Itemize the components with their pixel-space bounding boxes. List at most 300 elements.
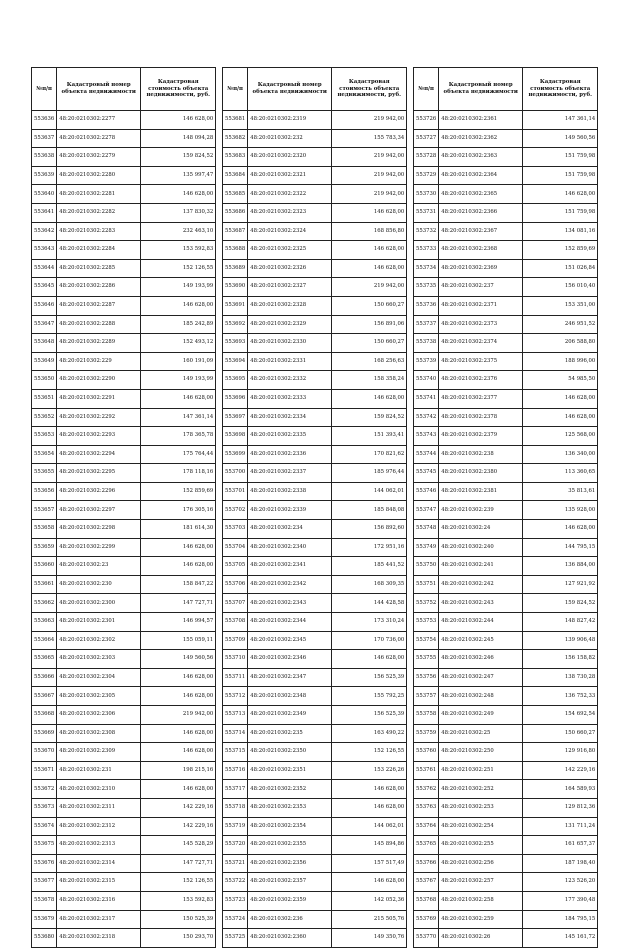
cadastral-number: 48:20:0210302:250 xyxy=(439,743,523,762)
cadastral-number: 48:20:0210302:242 xyxy=(439,575,523,594)
cadastral-cost: 131 711,24 xyxy=(523,817,598,836)
cadastral-cost: 150 660,27 xyxy=(523,724,598,743)
row-number: 553681 xyxy=(223,111,248,130)
row-number: 553732 xyxy=(414,222,439,241)
cadastral-cost: 178 365,78 xyxy=(141,427,216,446)
row-number: 553660 xyxy=(32,557,57,576)
cadastral-cost: 157 517,49 xyxy=(332,854,407,873)
cadastral-number: 48:20:0210302:2320 xyxy=(248,148,332,167)
table-row xyxy=(32,389,216,408)
row-number: 553699 xyxy=(223,445,248,464)
table-row xyxy=(32,873,216,892)
table-row xyxy=(414,761,598,780)
table-row xyxy=(223,129,407,148)
cadastral-number: 48:20:0210302:2292 xyxy=(57,408,141,427)
row-number: 553682 xyxy=(223,129,248,148)
table-row xyxy=(414,203,598,222)
row-number: 553764 xyxy=(414,817,439,836)
row-number: 553767 xyxy=(414,873,439,892)
table-row xyxy=(414,557,598,576)
row-number: 553754 xyxy=(414,631,439,650)
cadastral-cost: 144 795,15 xyxy=(523,538,598,557)
cadastral-number: 48:20:0210302:2315 xyxy=(57,873,141,892)
row-number: 553768 xyxy=(414,891,439,910)
cadastral-cost: 163 490,22 xyxy=(332,724,407,743)
cadastral-cost: 161 657,37 xyxy=(523,836,598,855)
row-number: 553762 xyxy=(414,780,439,799)
table-row xyxy=(32,259,216,278)
header-cadastral-number: Кадастровый номер объекта недвижимости xyxy=(248,68,332,111)
table-row xyxy=(32,482,216,501)
cadastral-cost: 184 795,15 xyxy=(523,910,598,929)
cadastral-number: 48:20:0210302:2339 xyxy=(248,501,332,520)
cadastral-cost: 153 226,26 xyxy=(332,761,407,780)
cadastral-number: 48:20:0210302:229 xyxy=(57,352,141,371)
table-row xyxy=(414,743,598,762)
cadastral-cost: 129 812,36 xyxy=(523,798,598,817)
cadastral-cost: 149 350,76 xyxy=(332,929,407,948)
cadastral-cost: 155 783,34 xyxy=(332,129,407,148)
cadastral-number: 48:20:0210302:2323 xyxy=(248,203,332,222)
table-row xyxy=(414,520,598,539)
cadastral-cost: 159 824,52 xyxy=(141,148,216,167)
table-row xyxy=(32,408,216,427)
row-number: 553700 xyxy=(223,464,248,483)
cadastral-number: 48:20:0210302:2316 xyxy=(57,891,141,910)
table-row xyxy=(414,464,598,483)
cadastral-number: 48:20:0210302:2364 xyxy=(439,166,523,185)
table-row xyxy=(32,111,216,130)
row-number: 553716 xyxy=(223,761,248,780)
cadastral-number: 48:20:0210302:2297 xyxy=(57,501,141,520)
table-row xyxy=(223,613,407,632)
table-row xyxy=(223,408,407,427)
table-row xyxy=(223,929,407,948)
table-row xyxy=(32,538,216,557)
row-number: 553674 xyxy=(32,817,57,836)
row-number: 553677 xyxy=(32,873,57,892)
row-number: 553646 xyxy=(32,296,57,315)
table-row xyxy=(414,817,598,836)
cadastral-cost: 152 493,12 xyxy=(141,334,216,353)
cadastral-cost: 144 062,01 xyxy=(332,482,407,501)
cadastral-number: 48:20:0210302:236 xyxy=(248,910,332,929)
table-row xyxy=(223,724,407,743)
table-row xyxy=(32,929,216,948)
row-number: 553743 xyxy=(414,427,439,446)
cadastral-cost: 156 525,39 xyxy=(332,668,407,687)
row-number: 553718 xyxy=(223,798,248,817)
table-row xyxy=(414,873,598,892)
register-table-2 xyxy=(222,67,407,948)
table-row xyxy=(414,482,598,501)
table-row xyxy=(32,557,216,576)
cadastral-cost: 185 848,08 xyxy=(332,501,407,520)
cadastral-cost: 168 256,63 xyxy=(332,352,407,371)
cadastral-cost: 175 764,44 xyxy=(141,445,216,464)
cadastral-number: 48:20:0210302:2289 xyxy=(57,334,141,353)
header-cadastral-cost: Кадастровая стоимость объекта недвижимости, руб. xyxy=(332,68,407,111)
table-row xyxy=(32,724,216,743)
cadastral-cost: 146 628,00 xyxy=(141,557,216,576)
cadastral-number: 48:20:0210302:2301 xyxy=(57,613,141,632)
cadastral-cost: 147 727,71 xyxy=(141,594,216,613)
table-row xyxy=(32,687,216,706)
row-number: 553735 xyxy=(414,278,439,297)
cadastral-cost: 156 891,06 xyxy=(332,315,407,334)
row-number: 553693 xyxy=(223,334,248,353)
cadastral-cost: 142 229,16 xyxy=(141,817,216,836)
cadastral-number: 48:20:0210302:2349 xyxy=(248,706,332,725)
table-row xyxy=(223,520,407,539)
cadastral-number: 48:20:0210302:2362 xyxy=(439,129,523,148)
row-number: 553748 xyxy=(414,520,439,539)
cadastral-number: 48:20:0210302:234 xyxy=(248,520,332,539)
header-cadastral-cost: Кадастровая стоимость объекта недвижимости, руб. xyxy=(141,68,216,111)
cadastral-number: 48:20:0210302:2313 xyxy=(57,836,141,855)
table-row xyxy=(32,594,216,613)
cadastral-number: 48:20:0210302:2321 xyxy=(248,166,332,185)
cadastral-cost: 151 759,98 xyxy=(523,203,598,222)
cadastral-number: 48:20:0210302:2311 xyxy=(57,798,141,817)
row-number: 553662 xyxy=(32,594,57,613)
row-number: 553756 xyxy=(414,668,439,687)
cadastral-cost: 160 191,09 xyxy=(141,352,216,371)
cadastral-number: 48:20:0210302:2344 xyxy=(248,613,332,632)
row-number: 553636 xyxy=(32,111,57,130)
row-number: 553730 xyxy=(414,185,439,204)
row-number: 553647 xyxy=(32,315,57,334)
table-row xyxy=(414,334,598,353)
table-row xyxy=(32,296,216,315)
cadastral-number: 48:20:0210302:238 xyxy=(439,445,523,464)
table-row xyxy=(223,743,407,762)
table-row xyxy=(223,427,407,446)
table-row xyxy=(414,501,598,520)
cadastral-cost: 146 628,00 xyxy=(332,650,407,669)
row-number: 553638 xyxy=(32,148,57,167)
cadastral-cost: 147 361,14 xyxy=(141,408,216,427)
row-number: 553769 xyxy=(414,910,439,929)
cadastral-cost: 146 994,57 xyxy=(141,613,216,632)
table-row xyxy=(414,575,598,594)
cadastral-cost: 158 358,24 xyxy=(332,371,407,390)
table-row xyxy=(32,854,216,873)
cadastral-number: 48:20:0210302:259 xyxy=(439,910,523,929)
table-row xyxy=(223,315,407,334)
table-row xyxy=(32,613,216,632)
table-row xyxy=(414,427,598,446)
table-row xyxy=(223,687,407,706)
row-number: 553704 xyxy=(223,538,248,557)
table-row xyxy=(223,910,407,929)
cadastral-number: 48:20:0210302:2329 xyxy=(248,315,332,334)
row-number: 553664 xyxy=(32,631,57,650)
table-row xyxy=(414,352,598,371)
table-row xyxy=(414,836,598,855)
cadastral-number: 48:20:0210302:249 xyxy=(439,706,523,725)
row-number: 553697 xyxy=(223,408,248,427)
cadastral-cost: 219 942,00 xyxy=(141,706,216,725)
cadastral-number: 48:20:0210302:2305 xyxy=(57,687,141,706)
row-number: 553686 xyxy=(223,203,248,222)
row-number: 553715 xyxy=(223,743,248,762)
row-number: 553723 xyxy=(223,891,248,910)
table-row xyxy=(32,334,216,353)
cadastral-number: 48:20:0210302:2308 xyxy=(57,724,141,743)
cadastral-cost: 146 628,00 xyxy=(332,259,407,278)
row-number: 553675 xyxy=(32,836,57,855)
cadastral-cost: 170 736,00 xyxy=(332,631,407,650)
cadastral-cost: 148 827,42 xyxy=(523,613,598,632)
cadastral-number: 48:20:0210302:2357 xyxy=(248,873,332,892)
cadastral-cost: 146 628,00 xyxy=(523,520,598,539)
table-row xyxy=(414,687,598,706)
cadastral-cost: 153 592,83 xyxy=(141,241,216,260)
table-row xyxy=(32,166,216,185)
row-number: 553721 xyxy=(223,854,248,873)
cadastral-cost: 149 560,56 xyxy=(523,129,598,148)
row-number: 553650 xyxy=(32,371,57,390)
table-row xyxy=(414,854,598,873)
table-row xyxy=(32,241,216,260)
row-number: 553643 xyxy=(32,241,57,260)
table-row xyxy=(32,352,216,371)
cadastral-cost: 151 026,84 xyxy=(523,259,598,278)
cadastral-number: 48:20:0210302:2375 xyxy=(439,352,523,371)
cadastral-number: 48:20:0210302:2341 xyxy=(248,557,332,576)
cadastral-number: 48:20:0210302:2363 xyxy=(439,148,523,167)
row-number: 553679 xyxy=(32,910,57,929)
row-number: 553751 xyxy=(414,575,439,594)
row-number: 553698 xyxy=(223,427,248,446)
cadastral-cost: 145 161,72 xyxy=(523,929,598,948)
cadastral-number: 48:20:0210302:2314 xyxy=(57,854,141,873)
row-number: 553725 xyxy=(223,929,248,948)
row-number: 553665 xyxy=(32,650,57,669)
table-row xyxy=(32,501,216,520)
cadastral-number: 48:20:0210302:241 xyxy=(439,557,523,576)
table-row xyxy=(414,408,598,427)
cadastral-number: 48:20:0210302:2286 xyxy=(57,278,141,297)
cadastral-cost: 146 628,00 xyxy=(523,389,598,408)
row-number: 553708 xyxy=(223,613,248,632)
header-cadastral-number: Кадастровый номер объекта недвижимости xyxy=(439,68,523,111)
cadastral-cost: 187 198,40 xyxy=(523,854,598,873)
row-number: 553734 xyxy=(414,259,439,278)
header-cadastral-number: Кадастровый номер объекта недвижимости xyxy=(57,68,141,111)
cadastral-number: 48:20:0210302:2338 xyxy=(248,482,332,501)
table-row xyxy=(414,166,598,185)
cadastral-cost: 137 830,32 xyxy=(141,203,216,222)
cadastral-cost: 173 310,24 xyxy=(332,613,407,632)
cadastral-cost: 146 628,00 xyxy=(141,687,216,706)
table-row xyxy=(223,296,407,315)
table-row xyxy=(414,706,598,725)
cadastral-cost: 152 859,69 xyxy=(523,241,598,260)
cadastral-number: 48:20:0210302:2302 xyxy=(57,631,141,650)
cadastral-cost: 35 813,61 xyxy=(523,482,598,501)
cadastral-cost: 147 361,14 xyxy=(523,111,598,130)
cadastral-cost: 151 393,41 xyxy=(332,427,407,446)
table-row xyxy=(223,389,407,408)
cadastral-cost: 146 628,00 xyxy=(332,203,407,222)
cadastral-number: 48:20:0210302:2359 xyxy=(248,891,332,910)
cadastral-number: 48:20:0210302:245 xyxy=(439,631,523,650)
cadastral-cost: 151 759,98 xyxy=(523,148,598,167)
cadastral-number: 48:20:0210302:2288 xyxy=(57,315,141,334)
row-number: 553658 xyxy=(32,520,57,539)
header-row xyxy=(414,68,598,111)
cadastral-number: 48:20:0210302:2350 xyxy=(248,743,332,762)
table-row xyxy=(223,111,407,130)
cadastral-cost: 150 525,39 xyxy=(141,910,216,929)
row-number: 553726 xyxy=(414,111,439,130)
table-row xyxy=(223,668,407,687)
table-row xyxy=(32,706,216,725)
row-number: 553710 xyxy=(223,650,248,669)
row-number: 553763 xyxy=(414,798,439,817)
row-number: 553738 xyxy=(414,334,439,353)
cadastral-cost: 135 997,47 xyxy=(141,166,216,185)
cadastral-cost: 129 916,80 xyxy=(523,743,598,762)
cadastral-number: 48:20:0210302:2343 xyxy=(248,594,332,613)
cadastral-cost: 177 390,48 xyxy=(523,891,598,910)
cadastral-cost: 185 976,44 xyxy=(332,464,407,483)
cadastral-number: 48:20:0210302:2299 xyxy=(57,538,141,557)
cadastral-number: 48:20:0210302:2279 xyxy=(57,148,141,167)
cadastral-cost: 145 528,29 xyxy=(141,836,216,855)
table-row xyxy=(414,148,598,167)
table-row xyxy=(414,185,598,204)
cadastral-number: 48:20:0210302:2335 xyxy=(248,427,332,446)
table-row xyxy=(223,259,407,278)
row-number: 553737 xyxy=(414,315,439,334)
cadastral-number: 48:20:0210302:2371 xyxy=(439,296,523,315)
table-row xyxy=(32,445,216,464)
row-number: 553701 xyxy=(223,482,248,501)
table-row xyxy=(223,538,407,557)
cadastral-number: 48:20:0210302:2296 xyxy=(57,482,141,501)
cadastral-cost: 156 525,39 xyxy=(332,706,407,725)
cadastral-number: 48:20:0210302:239 xyxy=(439,501,523,520)
cadastral-cost: 168 856,80 xyxy=(332,222,407,241)
row-number: 553766 xyxy=(414,854,439,873)
cadastral-number: 48:20:0210302:235 xyxy=(248,724,332,743)
cadastral-number: 48:20:0210302:240 xyxy=(439,538,523,557)
header-cadastral-cost: Кадастровая стоимость объекта недвижимости, руб. xyxy=(523,68,598,111)
cadastral-number: 48:20:0210302:2331 xyxy=(248,352,332,371)
cadastral-cost: 155 059,11 xyxy=(141,631,216,650)
row-number: 553739 xyxy=(414,352,439,371)
cadastral-number: 48:20:0210302:2322 xyxy=(248,185,332,204)
cadastral-number: 48:20:0210302:2373 xyxy=(439,315,523,334)
cadastral-number: 48:20:0210302:2374 xyxy=(439,334,523,353)
table-row xyxy=(414,315,598,334)
row-number: 553744 xyxy=(414,445,439,464)
cadastral-cost: 150 660,27 xyxy=(332,296,407,315)
cadastral-number: 48:20:0210302:2298 xyxy=(57,520,141,539)
cadastral-number: 48:20:0210302:258 xyxy=(439,891,523,910)
cadastral-number: 48:20:0210302:2330 xyxy=(248,334,332,353)
cadastral-cost: 150 293,70 xyxy=(141,929,216,948)
cadastral-cost: 127 921,92 xyxy=(523,575,598,594)
cadastral-number: 48:20:0210302:2324 xyxy=(248,222,332,241)
cadastral-number: 48:20:0210302:255 xyxy=(439,836,523,855)
cadastral-cost: 149 193,99 xyxy=(141,278,216,297)
cadastral-number: 48:20:0210302:253 xyxy=(439,798,523,817)
cadastral-cost: 181 614,30 xyxy=(141,520,216,539)
cadastral-cost: 134 081,16 xyxy=(523,222,598,241)
row-number: 553761 xyxy=(414,761,439,780)
row-number: 553747 xyxy=(414,501,439,520)
cadastral-cost: 152 126,55 xyxy=(141,259,216,278)
cadastral-number: 48:20:0210302:2295 xyxy=(57,464,141,483)
cadastral-cost: 54 985,50 xyxy=(523,371,598,390)
cadastral-number: 48:20:0210302:2345 xyxy=(248,631,332,650)
cadastral-number: 48:20:0210302:2280 xyxy=(57,166,141,185)
cadastral-number: 48:20:0210302:256 xyxy=(439,854,523,873)
row-number: 553657 xyxy=(32,501,57,520)
table-row xyxy=(414,389,598,408)
cadastral-number: 48:20:0210302:243 xyxy=(439,594,523,613)
cadastral-number: 48:20:0210302:2337 xyxy=(248,464,332,483)
row-number: 553770 xyxy=(414,929,439,948)
cadastral-cost: 145 894,86 xyxy=(332,836,407,855)
table-row xyxy=(32,780,216,799)
table-row xyxy=(414,445,598,464)
row-number: 553651 xyxy=(32,389,57,408)
cadastral-number: 48:20:0210302:2381 xyxy=(439,482,523,501)
cadastral-number: 48:20:0210302:2353 xyxy=(248,798,332,817)
row-number: 553678 xyxy=(32,891,57,910)
cadastral-cost: 146 628,00 xyxy=(141,296,216,315)
cadastral-number: 48:20:0210302:25 xyxy=(439,724,523,743)
table-row xyxy=(32,203,216,222)
row-number: 553676 xyxy=(32,854,57,873)
header-number: №п/п xyxy=(223,68,248,111)
row-number: 553642 xyxy=(32,222,57,241)
cadastral-cost: 159 824,52 xyxy=(523,594,598,613)
cadastral-number: 48:20:0210302:2360 xyxy=(248,929,332,948)
table-row xyxy=(414,929,598,948)
cadastral-cost: 146 628,00 xyxy=(332,798,407,817)
cadastral-cost: 215 505,76 xyxy=(332,910,407,929)
table-row xyxy=(414,650,598,669)
cadastral-number: 48:20:0210302:2306 xyxy=(57,706,141,725)
cadastral-cost: 178 118,16 xyxy=(141,464,216,483)
table-row xyxy=(414,241,598,260)
row-number: 553760 xyxy=(414,743,439,762)
row-number: 553688 xyxy=(223,241,248,260)
cadastral-number: 48:20:0210302:2317 xyxy=(57,910,141,929)
row-number: 553706 xyxy=(223,575,248,594)
row-number: 553684 xyxy=(223,166,248,185)
row-number: 553671 xyxy=(32,761,57,780)
cadastral-cost: 150 660,27 xyxy=(332,334,407,353)
cadastral-cost: 219 942,00 xyxy=(332,111,407,130)
row-number: 553685 xyxy=(223,185,248,204)
cadastral-number: 48:20:0210302:2334 xyxy=(248,408,332,427)
cadastral-number: 48:20:0210302:2367 xyxy=(439,222,523,241)
row-number: 553740 xyxy=(414,371,439,390)
cadastral-number: 48:20:0210302:2356 xyxy=(248,854,332,873)
cadastral-number: 48:20:0210302:2285 xyxy=(57,259,141,278)
cadastral-cost: 136 884,00 xyxy=(523,557,598,576)
cadastral-cost: 149 193,99 xyxy=(141,371,216,390)
table-row xyxy=(414,780,598,799)
cadastral-cost: 185 242,89 xyxy=(141,315,216,334)
